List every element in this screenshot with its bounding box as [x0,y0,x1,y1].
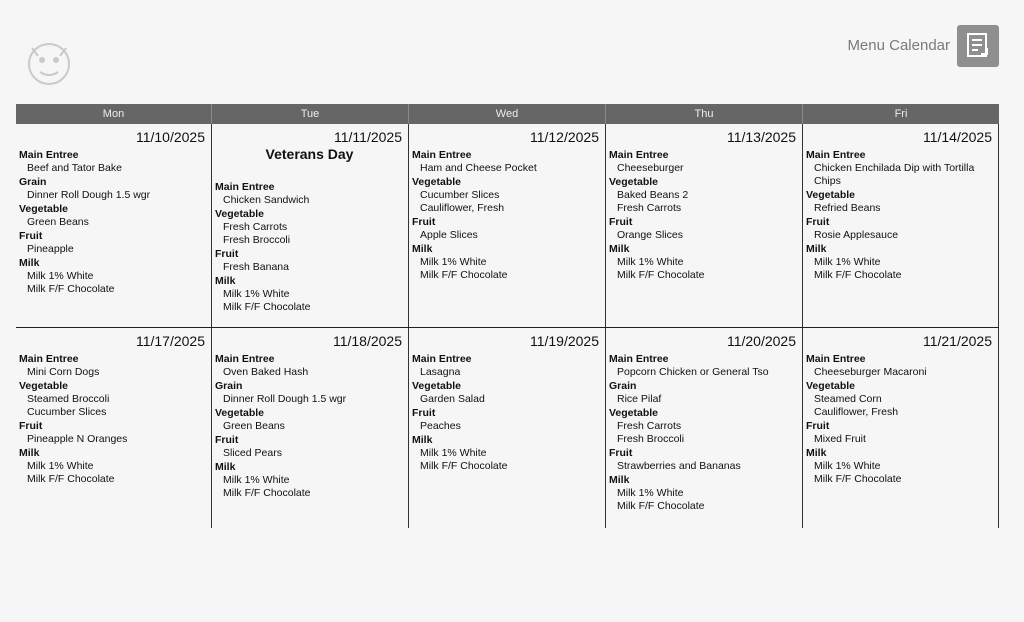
menu-category: Fruit [412,216,436,228]
menu-item: Pineapple [27,243,74,255]
menu-item: Cheeseburger [617,162,684,174]
day-cell [409,124,606,327]
menu-category: Milk [215,275,236,287]
weekday-fri: Fri [894,108,908,120]
menu-category: Main Entree [806,149,866,161]
day-cell [16,124,212,327]
menu-category: Grain [609,380,637,392]
menu-item: Milk F/F Chocolate [27,283,115,295]
menu-item: Milk 1% White [27,270,94,282]
menu-item: Milk 1% White [27,460,94,472]
menu-category: Vegetable [412,380,462,392]
day-cell [212,124,409,327]
menu-category: Milk [609,243,630,255]
day-cell [16,328,212,528]
weekday-thu: Thu [606,104,803,124]
menu-item: Fresh Broccoli [617,433,685,445]
menu-item: Milk F/F Chocolate [223,301,311,313]
menu-item: Milk F/F Chocolate [420,269,508,281]
menu-category: Fruit [806,420,830,432]
menu-category: Fruit [19,420,43,432]
menu-item: Chicken Enchilada Dip with Tortilla Chips [814,162,975,187]
menu-item: Peaches [420,420,461,432]
day-date: 11/18/2025 [332,333,402,349]
menu-item: Lasagna [420,366,461,378]
menu-category: Vegetable [806,380,856,392]
menu-item: Milk F/F Chocolate [420,460,508,472]
page-title: Menu Calendar [847,37,950,54]
menu-item: Fresh Carrots [617,420,682,432]
menu-item: Steamed Corn [814,393,882,405]
menu-item: Cucumber Slices [27,406,107,418]
menu-category: Vegetable [412,176,462,188]
menu-category: Vegetable [19,203,69,215]
menu-item: Chicken Sandwich [223,194,310,206]
menu-item: Garden Salad [420,393,485,405]
menu-item: Milk F/F Chocolate [223,487,311,499]
menu-category: Main Entree [412,353,472,365]
day-date: 11/11/2025 [334,129,402,145]
menu-item: Milk F/F Chocolate [814,269,902,281]
menu-category: Main Entree [215,353,275,365]
menu-category: Grain [215,380,243,392]
menu-category: Main Entree [19,149,79,161]
menu-category: Main Entree [609,149,669,161]
menu-item: Cauliflower, Fresh [420,202,505,214]
day-date: 11/19/2025 [529,333,599,349]
menu-item: Popcorn Chicken or General Tso [617,366,769,378]
menu-item: Milk 1% White [617,487,684,499]
weekday-wed: Wed [409,104,606,124]
menu-category: Milk [412,434,433,446]
menu-category: Milk [412,243,433,255]
week-row-2 [16,328,999,528]
menu-category: Milk [19,447,40,459]
menu-item: Pineapple N Oranges [27,433,128,445]
menu-item: Cauliflower, Fresh [814,406,899,418]
menu-item: Fresh Banana [223,261,289,273]
menu-category: Vegetable [215,208,265,220]
menu-item: Cucumber Slices [420,189,500,201]
day-cell [803,328,999,528]
menu-item: Milk 1% White [617,256,684,268]
menu-item: Green Beans [27,216,89,228]
menu-item: Refried Beans [814,202,881,214]
day-date: 11/10/2025 [135,129,205,145]
menu-item: Beef and Tator Bake [27,162,122,174]
day-cell [803,124,999,327]
menu-category: Milk [806,243,827,255]
menu-category: Vegetable [609,407,659,419]
weekday-tue: Tue [212,104,409,124]
day-date: 11/13/2025 [726,129,796,145]
day-date: 11/21/2025 [922,333,992,349]
menu-item: Milk F/F Chocolate [617,500,705,512]
menu-category: Main Entree [806,353,866,365]
menu-item: Green Beans [223,420,285,432]
menu-item: Baked Beans 2 [617,189,689,201]
menu-item: Ham and Cheese Pocket [420,162,537,174]
menu-item: Apple Slices [420,229,478,241]
menu-item: Fresh Carrots [617,202,682,214]
menu-item: Milk F/F Chocolate [814,473,902,485]
weekday-mon: Mon [16,104,212,124]
menu-category: Vegetable [806,189,856,201]
menu-item: Milk 1% White [223,288,290,300]
menu-item: Steamed Broccoli [27,393,110,405]
menu-item: Rice Pilaf [617,393,662,405]
week-row-1 [16,124,999,328]
menu-item: Dinner Roll Dough 1.5 wgr [27,189,151,201]
day-cell [606,328,803,528]
menu-category: Vegetable [19,380,69,392]
menu-item: Sliced Pears [223,447,282,459]
menu-item: Mixed Fruit [814,433,866,445]
menu-item: Milk 1% White [814,460,881,472]
menu-item: Milk 1% White [814,256,881,268]
menu-calendar-icon[interactable] [957,25,999,67]
menu-item: Mini Corn Dogs [27,366,100,378]
day-date: 11/20/2025 [726,333,796,349]
day-date: 11/17/2025 [135,333,205,349]
menu-item: Strawberries and Bananas [617,460,741,472]
menu-item: Milk 1% White [420,447,487,459]
menu-category: Fruit [609,216,633,228]
school-mascot-logo [24,38,74,90]
menu-category: Main Entree [19,353,79,365]
menu-category: Fruit [19,230,43,242]
menu-item: Fresh Broccoli [223,234,291,246]
day-date: 11/12/2025 [529,129,599,145]
menu-category: Milk [609,474,630,486]
menu-item: Dinner Roll Dough 1.5 wgr [223,393,347,405]
menu-category: Grain [19,176,47,188]
day-cell [212,328,409,528]
day-date: 11/14/2025 [922,129,992,145]
menu-category: Fruit [215,248,239,260]
menu-category: Vegetable [609,176,659,188]
menu-category: Milk [806,447,827,459]
menu-item: Milk 1% White [223,474,290,486]
weekday-header-row [16,104,999,124]
menu-item: Fresh Carrots [223,221,288,233]
menu-item: Oven Baked Hash [223,366,309,378]
menu-item: Orange Slices [617,229,683,241]
menu-category: Fruit [609,447,633,459]
menu-item: Cheeseburger Macaroni [814,366,927,378]
menu-category: Main Entree [412,149,472,161]
day-cell [409,328,606,528]
menu-item: Milk 1% White [420,256,487,268]
menu-calendar-grid [16,104,999,529]
menu-category: Vegetable [215,407,265,419]
menu-category: Fruit [215,434,239,446]
menu-item: Rosie Applesauce [814,229,899,241]
menu-category: Milk [19,257,40,269]
menu-category: Fruit [806,216,830,228]
menu-category: Main Entree [215,181,275,193]
menu-category: Fruit [412,407,436,419]
menu-category: Main Entree [609,353,669,365]
holiday-label: Veterans Day [265,146,354,162]
day-cell [606,124,803,327]
menu-category: Milk [215,461,236,473]
menu-item: Milk F/F Chocolate [27,473,115,485]
menu-item: Milk F/F Chocolate [617,269,705,281]
